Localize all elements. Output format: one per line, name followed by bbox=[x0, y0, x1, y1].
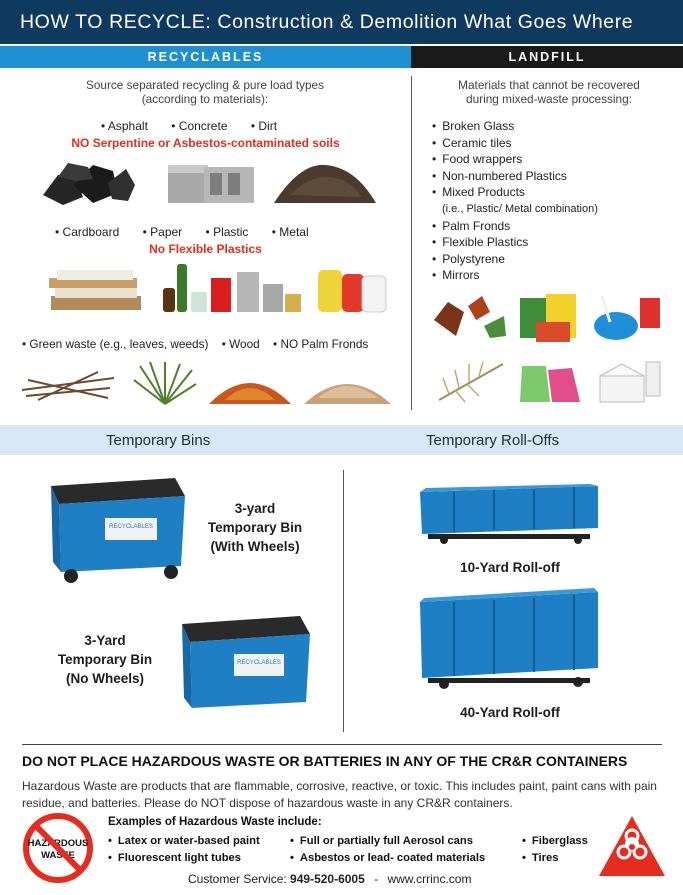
containers-band bbox=[0, 425, 683, 455]
footer-label: Customer Service: bbox=[188, 872, 287, 886]
item-cardboard: Cardboard bbox=[62, 225, 120, 239]
landfill-item: • Broken Glass bbox=[432, 118, 598, 135]
rolloff-40-label: 40-Yard Roll-off bbox=[460, 705, 560, 720]
rolloff-40-image bbox=[414, 588, 604, 690]
rolloff-10-label: 10-Yard Roll-off bbox=[460, 560, 560, 575]
hazardous-title: DO NOT PLACE HAZARDOUS WASTE OR BATTERIES IN ANY OF THE CR&R CONTAINERS bbox=[22, 753, 628, 769]
hazardous-examples-col2 bbox=[290, 833, 485, 867]
soils-warning: NO Serpentine or Asbestos-contaminated soils bbox=[71, 136, 340, 150]
hazardous-example: • Fiberglass bbox=[522, 833, 588, 850]
dirt-image bbox=[270, 155, 380, 209]
food-wrappers-image bbox=[516, 292, 586, 344]
sign-text-line2: WASTE bbox=[41, 850, 75, 861]
item-dirt: Dirt bbox=[258, 119, 278, 133]
landfill-item: • Food wrappers bbox=[432, 151, 598, 168]
landfill-subtitle bbox=[415, 78, 683, 106]
hazardous-examples-col1 bbox=[108, 833, 260, 867]
containers-divider bbox=[343, 470, 344, 732]
weeds-image bbox=[130, 360, 200, 406]
hazardous-examples-col3 bbox=[522, 833, 588, 867]
hazardous-description: Hazardous Waste are products that are flammable, corrosive, reactive, or toxic. This includes paint, paint cans with pain residue, and batteries. Please do NOT dispose of hazardous waste in any CR&R containers. bbox=[22, 779, 657, 810]
recyclables-subtitle-line1: Source separated recycling & pure load types bbox=[85, 78, 325, 92]
polystyrene-image bbox=[594, 356, 666, 406]
landfill-subtitle-line1: Materials that cannot be recovered bbox=[458, 78, 640, 92]
recyclables-heading: RECYCLABLES bbox=[0, 46, 411, 68]
item-concrete: Concrete bbox=[178, 119, 228, 133]
recyclables-subtitle bbox=[30, 78, 380, 106]
item-green-waste: Green waste (e.g., leaves, weeds) bbox=[29, 337, 209, 351]
phone-link[interactable]: 949-520-6005 bbox=[290, 872, 365, 886]
landfill-heading: LANDFILL bbox=[411, 46, 683, 68]
landfill-item: • Non-numbered Plastics bbox=[432, 168, 598, 185]
landfill-item: • Mixed Products bbox=[432, 184, 598, 201]
bin-nowheels-size: 3-Yard bbox=[84, 633, 126, 648]
plastic-cutlery-image bbox=[592, 292, 668, 344]
recyclables-row1: • Asphalt • Concrete • Dirt bbox=[101, 119, 278, 133]
hazardous-example: • Fluorescent light tubes bbox=[108, 850, 260, 867]
bin-no-wheels-image bbox=[176, 614, 316, 714]
item-wood: Wood bbox=[229, 337, 260, 351]
footer-separator: - bbox=[374, 872, 379, 886]
landfill-item: • Mirrors bbox=[432, 267, 598, 284]
wood-chips-image bbox=[300, 362, 395, 406]
asphalt-image bbox=[38, 155, 138, 209]
plastic-jugs-image bbox=[312, 258, 392, 316]
branches-image bbox=[18, 360, 118, 406]
column-divider bbox=[411, 76, 412, 410]
temporary-rolloffs-heading: Temporary Roll-Offs bbox=[426, 432, 560, 449]
bin-sticker-text-2: RECYCLABLES bbox=[237, 660, 281, 666]
recyclables-row2: • Cardboard • Paper • Plastic • Metal bbox=[55, 225, 309, 239]
bin-wheels-size: 3-yard bbox=[234, 501, 276, 516]
concrete-image bbox=[160, 155, 260, 209]
landfill-item: • Ceramic tiles bbox=[432, 135, 598, 152]
no-hazardous-waste-icon bbox=[22, 812, 94, 884]
bin-nowheels-note: (No Wheels) bbox=[65, 671, 144, 686]
bin-with-wheels-image bbox=[45, 476, 190, 586]
hazardous-example: • Tires bbox=[522, 850, 588, 867]
item-paper: Paper bbox=[150, 225, 183, 239]
item-plastic: Plastic bbox=[213, 225, 249, 239]
leaves-image bbox=[205, 362, 295, 406]
item-no-palm-fronds: NO Palm Fronds bbox=[280, 337, 369, 351]
bin-no-wheels-label bbox=[40, 631, 170, 688]
landfill-item: • Polystyrene bbox=[432, 251, 598, 268]
bin-with-wheels-label bbox=[190, 499, 320, 556]
item-asphalt: Asphalt bbox=[107, 119, 148, 133]
bin-wheels-note: (With Wheels) bbox=[210, 539, 300, 554]
hazardous-example: • Full or partially full Aerosol cans bbox=[290, 833, 485, 850]
hazardous-examples-title: Examples of Hazardous Waste include: bbox=[108, 816, 322, 828]
bin-sticker-text: RECYCLABLES bbox=[109, 524, 153, 530]
recyclables-row3: • Green waste (e.g., leaves, weeds) • Wood • NO Palm Fronds bbox=[22, 337, 369, 351]
website-link[interactable]: www.crrinc.com bbox=[387, 872, 472, 886]
plastic-bags-image bbox=[516, 356, 586, 406]
item-metal: Metal bbox=[279, 225, 309, 239]
customer-service-footer bbox=[188, 872, 471, 886]
hazardous-divider bbox=[22, 744, 662, 745]
landfill-item: • Flexible Plastics bbox=[432, 234, 598, 251]
landfill-item: • Palm Fronds bbox=[432, 218, 598, 235]
recyclables-subtitle-line2: (according to materials): bbox=[141, 92, 269, 106]
rolloff-10-image bbox=[414, 484, 604, 546]
landfill-subtitle-line2: during mixed-waste processing: bbox=[466, 92, 632, 106]
hazardous-example: • Latex or water-based paint bbox=[108, 833, 260, 850]
landfill-note: (i.e., Plastic/ Metal combination) bbox=[442, 202, 598, 215]
cardboard-paper-image bbox=[45, 262, 145, 316]
bin-nowheels-type: Temporary Bin bbox=[57, 652, 153, 667]
page-title: HOW TO RECYCLE: Construction & Demolition What Goes Where bbox=[0, 0, 683, 44]
bottles-cans-image bbox=[155, 258, 305, 316]
hazardous-example: • Asbestos or lead- coated materials bbox=[290, 850, 485, 867]
bin-wheels-type: Temporary Bin bbox=[207, 520, 303, 535]
temporary-bins-heading: Temporary Bins bbox=[106, 432, 211, 449]
sign-text-line1: HAZARDOUS bbox=[27, 838, 89, 849]
broken-ceramic-image bbox=[430, 292, 510, 340]
flexible-plastics-warning: No Flexible Plastics bbox=[149, 242, 262, 256]
palm-frond-image bbox=[435, 360, 507, 404]
landfill-list bbox=[432, 118, 598, 284]
biohazard-icon bbox=[597, 814, 667, 880]
